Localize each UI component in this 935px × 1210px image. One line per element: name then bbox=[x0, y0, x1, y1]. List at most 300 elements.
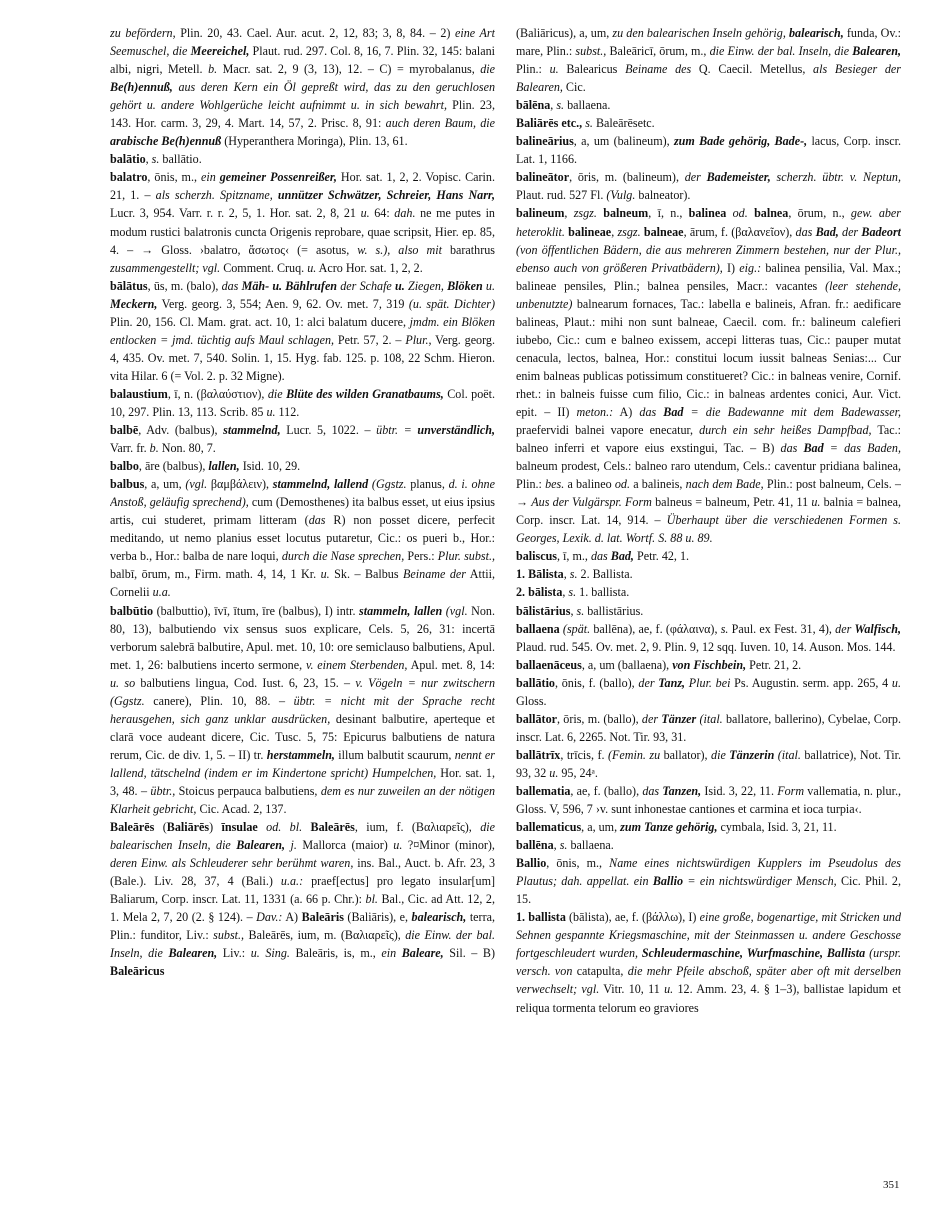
dictionary-entry bbox=[516, 547, 901, 565]
entry-bold-text: balearisch, bbox=[411, 910, 467, 925]
entry-bold-text: Tänzerin bbox=[729, 747, 775, 762]
entry-text: balbī, ōrum, m., Firm. math. 4, 14, 1 Kr. bbox=[110, 567, 321, 582]
entry-bold-text: 1. ballista bbox=[516, 910, 566, 925]
entry-text: A) bbox=[613, 404, 640, 419]
entry-text: Isid. 3, 22, 11. bbox=[701, 783, 778, 798]
entry-text: ins. Bal., Auct. b. Afr. 23, 3 (Bale.). Liv. 28, 37, 4 (Bali.) bbox=[110, 856, 495, 889]
entry-text: catapulta, bbox=[572, 964, 628, 979]
entry-bold-text: unverständlich, bbox=[417, 423, 495, 438]
entry-text: , Adv. (balbus), bbox=[138, 423, 224, 438]
entry-text: A) bbox=[282, 910, 302, 925]
entry-italic-text: (vgl. bbox=[442, 603, 468, 618]
entry-text: Lucr. 3, 954. Varr. r. r. 2, 5, 1. Hor. sat. 2, 8, 21 bbox=[110, 206, 361, 221]
entry-italic-text: die bbox=[267, 386, 287, 401]
entry-italic-text: übtr. = bbox=[376, 423, 418, 438]
entry-text: I) bbox=[722, 260, 740, 275]
entry-italic-text: u. bbox=[482, 278, 495, 293]
entry-text: Non. 80, 7. bbox=[158, 441, 216, 456]
entry-italic-text: die bbox=[480, 62, 495, 77]
entry-text: Paul. ex Fest. 31, 4), bbox=[728, 621, 836, 636]
entry-bold-text: bālistārius bbox=[516, 603, 571, 618]
entry-bold-text: unnützer Schwätzer, Schreier, Hans Narr, bbox=[277, 188, 495, 203]
entry-text: , ōnis, m., bbox=[147, 170, 201, 185]
dictionary-entry bbox=[516, 782, 901, 818]
entry-italic-text: nennt er lallend, tätschelnd (indem er im Kindertone spricht) Humpelchen, bbox=[110, 747, 495, 780]
entry-text: Petr. 21, 2. bbox=[746, 657, 802, 672]
entry-italic-text: bl. bbox=[365, 892, 378, 907]
entry-italic-text: jmdm. ein Blöken entlocken = jmd. tüchtig aufs Maul schlagen, bbox=[110, 314, 495, 347]
entry-bold-text: balinea bbox=[688, 206, 727, 221]
entry-italic-text: od. bbox=[614, 477, 630, 492]
entry-text: , ōris, m. (balineum), bbox=[569, 170, 685, 185]
entry-italic-text: (u. spät. Dichter) bbox=[408, 296, 495, 311]
entry-italic-text: u.a.: bbox=[280, 874, 304, 889]
dictionary-entry bbox=[110, 818, 495, 980]
entry-text: 112. bbox=[275, 404, 300, 419]
entry-bold-text: balnea bbox=[754, 206, 789, 221]
entry-text: Baleāricī, ōrum, m., bbox=[606, 44, 710, 59]
entry-text: Hor. sat. 1, 3, 48. – bbox=[110, 765, 495, 798]
entry-bold-text: Balearen, bbox=[852, 44, 901, 59]
entry-text: (bālista), ae, f. (βάλλω), I) bbox=[565, 910, 700, 925]
entry-italic-text: Aus der Vulgärspr. Form bbox=[531, 495, 652, 510]
entry-italic-text: subst., bbox=[213, 928, 245, 943]
dictionary-entry bbox=[516, 710, 901, 746]
entry-bold-text: Balearen, bbox=[236, 838, 286, 853]
entry-bold-text: balbus bbox=[110, 477, 145, 492]
entry-text: balneator). bbox=[635, 188, 691, 203]
entry-italic-text: u. bbox=[266, 404, 276, 419]
entry-italic-text: (urspr. versch. von bbox=[516, 946, 901, 979]
dictionary-entry bbox=[516, 602, 901, 620]
entry-text: Plaut. rud. 297. Col. 8, 16, 7. Plin. 32, 145: balani albi, nigri, Metell. bbox=[110, 44, 495, 77]
entry-italic-text: gew. aber heteroklit. bbox=[516, 206, 901, 239]
dictionary-entry bbox=[516, 746, 901, 782]
dictionary-entry bbox=[516, 656, 901, 674]
entry-text: , a, um (ballaena), bbox=[581, 657, 673, 672]
entry-italic-text: Überhaupt über die verschiedenen Formen s. Georges, Lexik. d. lat. Wortf. S. 88 u. 89. bbox=[516, 513, 901, 546]
entry-text: cum (Demosthenes) ita balbus esset, ut eius ipsius artis, cui studeret, primam litteram ( bbox=[110, 495, 495, 528]
entry-text: praefervidi balnei vapore enecatur, bbox=[516, 423, 700, 438]
entry-italic-text: Name eines nichtswürdigen Kupplers im Pseudolus des Plautus; dah. appellat. ein bbox=[516, 856, 901, 889]
entry-italic-text: d. i. ohne Anstoß, geläufig sprechend), bbox=[110, 477, 495, 510]
dictionary-entry bbox=[516, 96, 901, 114]
entry-text: Lucr. 5, 1022. – bbox=[280, 423, 377, 438]
entry-text: praef[ectus] pro legato insular[um] Baliarum, Corp. inscr. Lat. 11, 1331 (a. 66 p. Chr.): bbox=[110, 874, 495, 907]
entry-italic-text: Ziegen, bbox=[404, 278, 448, 293]
entry-text: , āre (balbus), bbox=[138, 459, 209, 474]
entry-text: (Hyperanthera Moringa), Plin. 13, 61. bbox=[221, 134, 408, 149]
entry-italic-text: der Schafe bbox=[337, 278, 396, 293]
entry-italic-text: übtr., bbox=[150, 783, 176, 798]
dictionary-entry bbox=[516, 114, 901, 132]
entry-text: Petr. 57, 2. – bbox=[334, 332, 406, 347]
entry-text: , ōris, m. (ballo), bbox=[556, 711, 642, 726]
entry-bold-text: lallen, bbox=[208, 459, 240, 474]
entry-text: , ī, m., bbox=[557, 549, 591, 564]
entry-bold-text: balbūtio bbox=[110, 603, 154, 618]
entry-text: βαμβάλειν), bbox=[207, 477, 273, 492]
entry-italic-text: der bbox=[684, 170, 707, 185]
entry-italic-text: Plur. bei bbox=[685, 675, 731, 690]
entry-text: ( bbox=[154, 820, 167, 835]
entry-text: , bbox=[550, 98, 557, 113]
entry-bold-text: Bad, bbox=[815, 224, 839, 239]
entry-italic-text: (spät. bbox=[562, 621, 591, 636]
dictionary-entry bbox=[516, 908, 901, 1016]
entry-bold-text: balatro bbox=[110, 170, 148, 185]
entry-text bbox=[258, 820, 266, 834]
entry-text: , bbox=[562, 585, 569, 600]
entry-text: illum balbutit scaurum, bbox=[334, 747, 455, 762]
dictionary-entry bbox=[516, 132, 901, 168]
entry-italic-text: durch ein sehr heißes Dampfbad, bbox=[699, 423, 872, 438]
entry-italic-text: der bbox=[838, 224, 862, 239]
entry-text: ballatrice), Not. Tir. 93, 32 bbox=[516, 747, 901, 780]
entry-italic-text: u. bbox=[891, 675, 901, 690]
entry-bold-text: balineae bbox=[568, 224, 612, 239]
dictionary-entry bbox=[516, 854, 901, 908]
entry-text: , ī, n., bbox=[648, 206, 689, 221]
entry-italic-text: übtr. = nicht mit der Sprache recht herausgehen, sich ganz unklar ausdrücken, bbox=[110, 693, 495, 726]
entry-italic-text: s. bbox=[720, 621, 729, 636]
dictionary-entry bbox=[516, 836, 901, 854]
entry-text: balnia = balnea, Corp. inscr. Lat. 14, 914. – bbox=[516, 495, 901, 528]
entry-italic-text: u. bbox=[320, 567, 330, 582]
entry-text: , ium, f. (Βαλιαρεῖς), bbox=[354, 820, 481, 835]
entry-italic-text: zusammengestellt; vgl. bbox=[110, 260, 221, 275]
entry-bold-text: balineārius bbox=[516, 134, 574, 149]
entry-italic-text: das bbox=[795, 224, 816, 239]
entry-italic-text: durch die Nase sprechen, bbox=[281, 549, 405, 564]
entry-text: Comment. Cruq. bbox=[220, 260, 308, 275]
entry-bold-text: Baleāris bbox=[301, 910, 344, 925]
entry-text: cymbala, Isid. 3, 21, 11. bbox=[717, 820, 837, 835]
entry-text: Plin.: bbox=[516, 62, 550, 77]
entry-text: , ī, n. (βαλαύστιον), bbox=[167, 386, 268, 401]
entry-text: Cic. Acad. 2, 137. bbox=[196, 802, 287, 817]
entry-italic-text: u.a. bbox=[152, 585, 171, 600]
entry-bold-text: Bad bbox=[803, 441, 824, 456]
entry-italic-text: s. bbox=[568, 585, 577, 600]
entry-text: Baleārēsetc. bbox=[592, 116, 655, 131]
entry-text: Plin. 23, 143. Hor. carm. 3, 29, 4. Mart. 14, 57, 2. Prisc. 8, 91: bbox=[110, 98, 495, 131]
dictionary-entry bbox=[110, 385, 495, 421]
dictionary-entry bbox=[516, 565, 901, 583]
entry-italic-text: Dav.: bbox=[256, 910, 283, 925]
entry-italic-text: u. bbox=[549, 62, 559, 77]
entry-text: Gloss. bbox=[516, 693, 547, 708]
entry-italic-text: zsgz. bbox=[617, 224, 641, 239]
dictionary-entry bbox=[516, 24, 901, 96]
entry-text: Attii, Cornelii bbox=[110, 567, 495, 600]
entry-text: 1. ballista. bbox=[576, 585, 630, 600]
entry-bold-text: Bademeister, bbox=[706, 170, 771, 185]
entry-text: balinea pensilia, Val. Max.; balineae pensiles, Plin.; balnea pensiles, Macr.: vacantes bbox=[516, 260, 901, 293]
entry-text: ne me putes in modum rustici balatronis cuncta Origenis reprobare, quae scripsit, Hier. ep. 85, 4. – → Gloss. ›balatro, ἄσωτος‹ (= asotus, bbox=[110, 206, 495, 257]
entry-bold-text: 1. Bālista bbox=[516, 567, 564, 582]
entry-text: Col. poët. 10, 297. Plin. 13, 113. Scrib. 85 bbox=[110, 386, 495, 419]
entry-italic-text: (ital. bbox=[774, 747, 801, 762]
entry-italic-text: w. s.), also mit bbox=[357, 242, 442, 257]
entry-italic-text: die bbox=[711, 747, 730, 762]
entry-italic-text: zsgz. bbox=[573, 206, 597, 221]
entry-text: Verg. georg. 4, 435. Ov. met. 7, 540. Solin. 1, 15. Hyg. fab. 125. p. 108, 22 Schm. Hieron. vita Hilar. 6 (= Vol. 2. p. 32 Migne). bbox=[110, 332, 495, 383]
left-column bbox=[110, 24, 495, 1182]
entry-text: Plin. 20, 156. Cl. Mam. grat. act. 10, 1: alci balatum ducere, bbox=[110, 314, 410, 329]
entry-bold-text: Baleārēs bbox=[310, 820, 355, 835]
entry-text: , ārum, f. (βαλανεῖον), bbox=[683, 224, 796, 239]
entry-text: , ae, f. (ballo), bbox=[570, 783, 643, 798]
entry-text: ballistārius. bbox=[584, 603, 644, 618]
entry-italic-text: u. bbox=[393, 838, 403, 853]
entry-bold-text: u. bbox=[395, 278, 405, 293]
entry-text: terra, Plin.: funditor, Liv.: bbox=[110, 910, 495, 943]
dictionary-entry bbox=[110, 421, 495, 457]
dictionary-entry bbox=[516, 674, 901, 710]
entry-text: Cic. Phil. 2, 15. bbox=[516, 874, 901, 907]
entry-text: 2. Ballista. bbox=[577, 567, 633, 582]
entry-text: , bbox=[553, 838, 560, 853]
entry-italic-text: zu befördern, bbox=[110, 26, 176, 40]
entry-italic-text: zu den balearischen Inseln gehörig, bbox=[612, 26, 789, 40]
entry-text: Varr. fr. bbox=[110, 441, 150, 456]
entry-text: funda, Ov.: mare, Plin.: bbox=[516, 26, 901, 59]
entry-italic-text: u. bbox=[664, 982, 674, 997]
entry-bold-text: bālātus bbox=[110, 278, 148, 293]
dictionary-entry bbox=[110, 475, 495, 601]
entry-italic-text: eig.: bbox=[739, 260, 762, 275]
entry-text: Macr. sat. 2, 9 (3, 13), 12. – C) = myrobalanus, bbox=[217, 62, 481, 77]
entry-text: vallematia, n. plur., Gloss. V, 596, 7 ›v. sunt inhonestae cantiones et carmina et ioca turpia‹. bbox=[516, 783, 901, 817]
entry-text: , ōrum, n., bbox=[788, 206, 851, 221]
entry-text: ballēna), ae, f. (φάλαινα), bbox=[590, 621, 721, 636]
entry-italic-text: eine Art Seemuschel, die bbox=[110, 26, 495, 59]
entry-text: Acro Hor. sat. 1, 2, 2. bbox=[316, 260, 423, 275]
entry-text: , ūs, m. (balo), bbox=[147, 278, 222, 293]
entry-bold-text: ballēna bbox=[516, 838, 554, 853]
entry-italic-text: deren Einw. als Schleuderer sehr berühmt waren, bbox=[110, 856, 354, 871]
entry-text: Petr. 42, 1. bbox=[633, 549, 690, 564]
entry-text: , bbox=[564, 206, 574, 221]
entry-italic-text: ein bbox=[201, 170, 220, 185]
entry-bold-text: Tänzer bbox=[661, 711, 697, 726]
entry-italic-text: u. bbox=[811, 495, 821, 510]
entry-italic-text: subst., bbox=[575, 44, 607, 59]
dictionary-entry bbox=[516, 583, 901, 601]
entry-text: Cic. bbox=[562, 80, 586, 95]
entry-italic-text: das bbox=[308, 513, 326, 528]
entry-italic-text: s. bbox=[585, 116, 593, 131]
entry-text: Hor. sat. 1, 2, 2. Vopisc. Carin. 21, 1. – bbox=[110, 170, 495, 203]
entry-text: , ōnis, m., bbox=[546, 856, 610, 871]
entry-italic-text: das bbox=[642, 783, 663, 798]
entry-text: Non. 80, 13), balbutiendo vix sensus suos explicare, Cels. 5, 26, 31: incertā verborum salebrā balbutire, Apul. met. 10, 10: ore semiclauso balbutiens, Apul. met. 1, 26: balbutiens incerto sermone, bbox=[110, 603, 495, 672]
entry-text: Vitr. 10, 11 bbox=[599, 982, 665, 997]
entry-text: balneus = balneum, Petr. 41, 11 bbox=[651, 495, 812, 510]
entry-text: Mallorca (maior) bbox=[296, 838, 394, 853]
entry-bold-text: baliscus bbox=[516, 549, 557, 564]
dictionary-entry bbox=[516, 168, 901, 204]
entry-italic-text: das bbox=[639, 404, 664, 419]
entry-bold-text: bālēna bbox=[516, 98, 551, 113]
entry-bold-text: Walfisch, bbox=[854, 621, 901, 636]
entry-bold-text: ballaenāceus bbox=[516, 657, 582, 672]
entry-italic-text: die Einw. der bal. Inseln, die bbox=[110, 928, 495, 961]
entry-bold-text: Blöken bbox=[447, 278, 483, 293]
entry-bold-text: ballematia bbox=[516, 783, 571, 798]
entry-bold-text: stammelnd, lallend bbox=[272, 477, 369, 492]
entry-bold-text: īnsulae bbox=[221, 820, 258, 835]
entry-bold-text: ballātio bbox=[516, 675, 555, 690]
entry-text: , trīcis, f. bbox=[560, 747, 608, 762]
entry-text: , a, um (balineum), bbox=[573, 134, 674, 149]
entry-italic-text: (leer stehende, unbenutzte) bbox=[516, 278, 901, 311]
entry-text: desinant balbutire, aperteque et clarā voce audeant dicere, Cic. Tusc. 5, 75: Epicurus balbutiens de natura rerum, Cic. de div. 1, 5. – II) tr. bbox=[110, 711, 495, 762]
entry-italic-text: s. bbox=[556, 98, 565, 113]
right-column bbox=[516, 24, 901, 1182]
entry-italic-text: ein bbox=[381, 946, 402, 961]
entry-bold-text: Tanz, bbox=[658, 675, 686, 690]
entry-italic-text: das bbox=[590, 549, 611, 564]
entry-bold-text: gemeiner Possenreißer, bbox=[219, 170, 337, 185]
dictionary-entry bbox=[110, 457, 495, 475]
entry-text: , bbox=[145, 152, 152, 167]
entry-bold-text: Tanzen, bbox=[662, 783, 702, 798]
entry-italic-text: s. bbox=[151, 152, 160, 167]
entry-bold-text: Baliārēs bbox=[166, 820, 210, 835]
entry-text: , bbox=[570, 603, 577, 618]
entry-text: , bbox=[563, 567, 570, 582]
entry-bold-text: zum Tanze gehörig, bbox=[620, 820, 718, 835]
entry-text: (balbuttio), īvī, ītum, īre (balbus), I) intr. bbox=[153, 603, 360, 618]
entry-text: 12. Amm. 23, 4. § 1–3), ballistae lapidum et reliqua tormenta telorum eo graviores bbox=[516, 982, 901, 1015]
entry-text: (Baliāricus), a, um, bbox=[516, 26, 613, 40]
entry-bold-text: balineātor bbox=[516, 170, 570, 185]
entry-bold-text: Bad, bbox=[610, 549, 634, 564]
entry-text: Pers.: bbox=[404, 549, 438, 564]
dictionary-entry bbox=[110, 168, 495, 276]
entry-text: Apul. met. 8, 14: bbox=[407, 657, 495, 672]
entry-text: (Baliāris), e, bbox=[343, 910, 412, 925]
entry-text: Sil. – B) bbox=[443, 946, 495, 961]
entry-italic-text: u. bbox=[360, 206, 370, 221]
entry-text: Ps. Augustin. serm. app. 265, 4 bbox=[730, 675, 892, 690]
entry-bold-text: herstammeln, bbox=[266, 747, 335, 762]
entry-italic-text: s. bbox=[569, 567, 578, 582]
entry-text: Plaud. rud. 545. Ov. met. 2, 9. Plin. 9, 12 sqq. Iuven. 10, 14. Auson. Mos. 144. bbox=[516, 639, 896, 654]
entry-bold-text: stammeln, lallen bbox=[359, 603, 443, 618]
entry-text: , bbox=[611, 224, 618, 239]
entry-bold-text: Ballio bbox=[516, 856, 547, 871]
entry-italic-text: u. so bbox=[110, 675, 136, 690]
page-number: 351 bbox=[883, 1179, 900, 1191]
entry-bold-text: balearisch, bbox=[789, 26, 844, 40]
entry-italic-text: u. Sing. bbox=[250, 946, 290, 961]
entry-bold-text: stammelnd, bbox=[223, 423, 281, 438]
entry-bold-text: ballaena bbox=[516, 621, 560, 636]
entry-text: a balineis, bbox=[630, 477, 686, 492]
entry-text: Liv.: bbox=[217, 946, 251, 961]
entry-text bbox=[302, 820, 310, 834]
entry-italic-text: (vgl. bbox=[185, 477, 208, 492]
entry-text: , a, um, bbox=[144, 477, 186, 492]
entry-text: lacus, Corp. inscr. Lat. 1, 1166. bbox=[516, 134, 901, 167]
entry-bold-text: ballematicus bbox=[516, 820, 582, 835]
entry-bold-text: balbo bbox=[110, 459, 139, 474]
entry-italic-text: od. bbox=[732, 206, 748, 221]
entry-bold-text: balneae bbox=[643, 224, 684, 239]
entry-italic-text: Beiname der bbox=[403, 567, 466, 582]
entry-bold-text: Baleare, bbox=[401, 946, 444, 961]
entry-bold-text: Baleāricus bbox=[110, 964, 165, 979]
entry-text: Plaut. rud. 527 Fl. bbox=[516, 188, 607, 203]
entry-italic-text: nach dem Bade, bbox=[685, 477, 764, 492]
entry-italic-text: als scherzh. Spitzname, bbox=[155, 188, 278, 203]
entry-bold-text: Be(h)ennuß, bbox=[110, 80, 173, 95]
entry-bold-text: Blüte des wilden Granatbaums, bbox=[286, 386, 444, 401]
entry-bold-text: balbē bbox=[110, 423, 139, 438]
entry-text: balbutiens lingua, Cod. Iust. 6, 23, 15. – bbox=[135, 675, 356, 690]
entry-text: Tac.: balneo inferri et vapore eius exstingui, Tac. – B) bbox=[516, 423, 901, 456]
entry-text: ballaena. bbox=[564, 98, 611, 113]
dictionary-entry bbox=[110, 150, 495, 168]
entry-italic-text: (Femin. zu bbox=[607, 747, 661, 762]
entry-text: Q. Caecil. Metellus, bbox=[691, 62, 814, 77]
entry-text: barathrus bbox=[441, 242, 495, 257]
dictionary-entry bbox=[516, 620, 901, 656]
entry-italic-text: Form bbox=[777, 783, 805, 798]
entry-text: 64: bbox=[369, 206, 395, 221]
entry-bold-text: Baliārēs etc., bbox=[516, 116, 583, 131]
entry-bold-text: arabische Be(h)ennuß bbox=[110, 134, 222, 149]
entry-text: Sk. – Balbus bbox=[329, 567, 404, 582]
entry-bold-text: Meereichel, bbox=[190, 44, 250, 59]
entry-text: Isid. 10, 29. bbox=[239, 459, 301, 474]
entry-bold-text: Schleudermaschine, Wurfmaschine, Ballista bbox=[641, 946, 866, 961]
entry-italic-text: die Einw. der bal. Inseln, die bbox=[709, 44, 853, 59]
entry-italic-text: die mehr Pfeile abschoß, später aber oft mit derselben verwechselt; vgl. bbox=[516, 964, 901, 997]
entry-bold-text: balneum bbox=[603, 206, 649, 221]
entry-bold-text: 2. bālista bbox=[516, 585, 563, 600]
entry-bold-text: balaustium bbox=[110, 386, 168, 401]
entry-text: ) bbox=[209, 820, 222, 835]
entry-text: Bal., Cic. ad Att. 12, 2, 1. Mela 2, 7, 20 (2. § 124). – bbox=[110, 892, 495, 925]
dictionary-entry bbox=[110, 602, 495, 819]
entry-bold-text: Badeort bbox=[861, 224, 901, 239]
entry-italic-text: = das Baden, bbox=[823, 441, 901, 456]
entry-italic-text: Plur., bbox=[405, 332, 432, 347]
entry-italic-text: der bbox=[835, 621, 855, 636]
entry-italic-text: (Ggstz. bbox=[368, 477, 407, 492]
entry-text: , ōnis, f. (ballo), bbox=[554, 675, 639, 690]
entry-italic-text: (Vulg. bbox=[606, 188, 636, 203]
entry-italic-text: dah. bbox=[394, 206, 416, 221]
entry-italic-text: meton.: bbox=[576, 404, 614, 419]
entry-italic-text: (ital. bbox=[696, 711, 723, 726]
entry-text: Baleārēs, ium, m. (Βαλιαρεῖς), bbox=[244, 928, 406, 943]
entry-bold-text: Mäh- u. Bählrufen bbox=[241, 278, 338, 293]
entry-italic-text: od. bl. bbox=[266, 820, 303, 835]
entry-bold-text: zum Bade gehörig, Bade-, bbox=[673, 134, 808, 149]
entry-italic-text: = die Badewanne mit dem Badewasser, bbox=[683, 404, 901, 419]
entry-bold-text: Bad bbox=[663, 404, 684, 419]
dictionary-entry bbox=[516, 204, 901, 547]
entry-italic-text: s. bbox=[559, 838, 568, 853]
entry-italic-text: der bbox=[641, 711, 662, 726]
dictionary-entry bbox=[110, 24, 495, 150]
entry-italic-text: auch deren Baum, die bbox=[385, 116, 495, 131]
